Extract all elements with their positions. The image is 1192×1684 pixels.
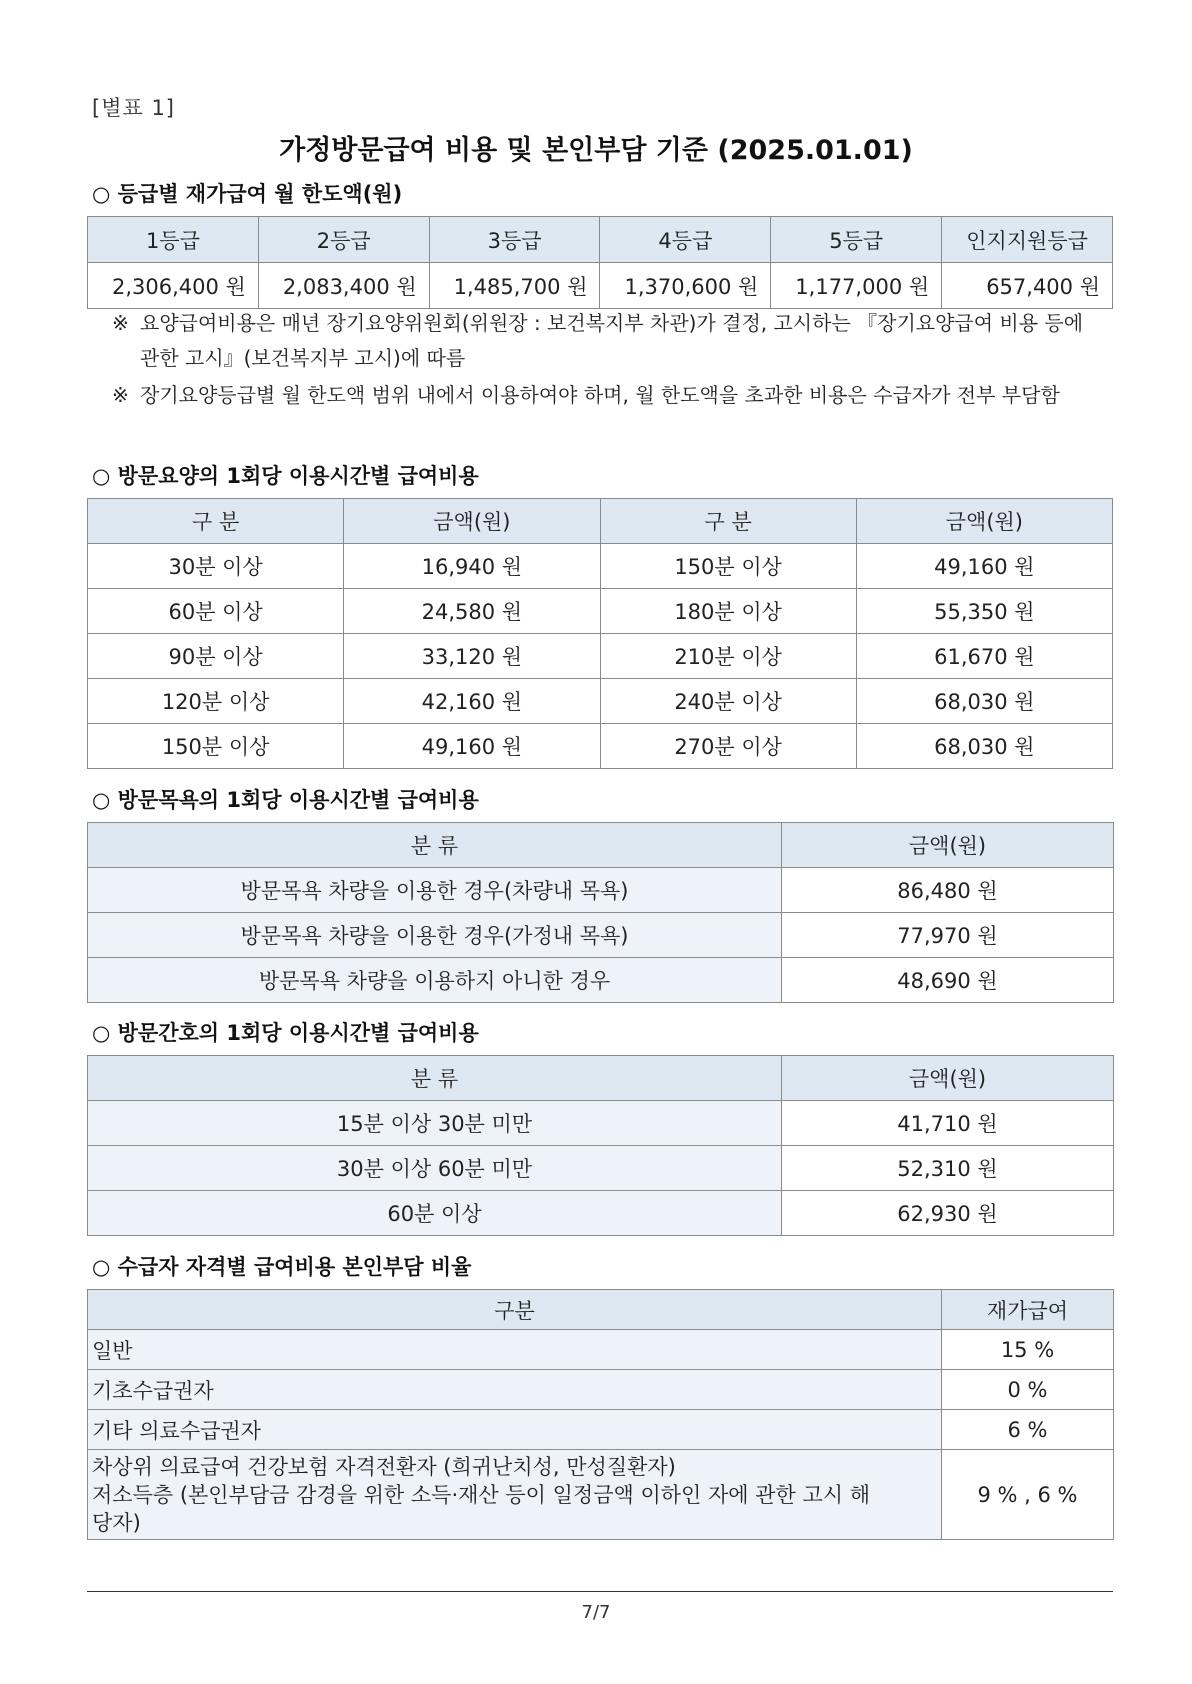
note-text: 장기요양등급별 월 한도액 범위 내에서 이용하여야 하며, 월 한도액을 초과한 비용은 수급자가 전부 부담함 <box>140 383 1060 407</box>
table-cell: 180분 이상 <box>600 589 856 634</box>
table-cell: 150분 이상 <box>600 544 856 589</box>
nursing-table <box>87 1055 1114 1236</box>
table-cell: 15 % <box>942 1330 1114 1370</box>
table-cell: 1,177,000 원 <box>771 263 942 309</box>
table-row <box>88 634 1113 679</box>
footer-divider <box>87 1591 1113 1592</box>
table-row <box>88 544 1113 589</box>
table-row <box>88 1370 1114 1410</box>
table-cell: 일반 <box>88 1330 942 1370</box>
table-cell: 9 % , 6 % <box>942 1450 1114 1540</box>
reference-mark: ※ <box>112 311 129 335</box>
note-text: 요양급여비용은 매년 장기요양위원회(위원장 : 보건복지부 차관)가 결정, 고시하는 『장기요양급여 비용 등에 관한 고시』(보건복지부 고시)에 따름 <box>140 311 1084 370</box>
section-heading-bathing: ○ 방문목욕의 1회당 이용시간별 급여비용 <box>92 788 479 812</box>
page-title: 가정방문급여 비용 및 본인부담 기준 (2025.01.01) <box>279 135 913 166</box>
table-cell: 210분 이상 <box>600 634 856 679</box>
table-header-row <box>88 1290 1114 1330</box>
table-cell: 41,710 원 <box>782 1101 1114 1146</box>
table-cell: 기타 의료수급권자 <box>88 1410 942 1450</box>
table-cell: 90분 이상 <box>88 634 344 679</box>
table-cell: 52,310 원 <box>782 1146 1114 1191</box>
table-cell: 기초수급권자 <box>88 1370 942 1410</box>
page-number: 7/7 <box>581 1602 611 1623</box>
note-2 <box>112 378 1102 413</box>
table-cell: 6 % <box>942 1410 1114 1450</box>
table-header-row <box>88 823 1114 868</box>
section-heading-home-care: ○ 방문요양의 1회당 이용시간별 급여비용 <box>92 464 479 488</box>
table-cell: 270분 이상 <box>600 724 856 769</box>
table-cell: 68,030 원 <box>856 679 1112 724</box>
table-row <box>88 958 1114 1003</box>
section-heading-copay: ○ 수급자 자격별 급여비용 본인부담 비율 <box>92 1255 472 1279</box>
appendix-label: [별표 1] <box>92 96 175 120</box>
table-header-cell: 분 류 <box>88 823 782 868</box>
table-cell: 2,306,400 원 <box>88 263 259 309</box>
table-cell: 1,485,700 원 <box>429 263 600 309</box>
copay-table <box>87 1289 1114 1540</box>
table-row <box>88 1191 1114 1236</box>
home-care-table <box>87 498 1113 769</box>
table-cell: 77,970 원 <box>782 913 1114 958</box>
table-cell: 48,690 원 <box>782 958 1114 1003</box>
table-cell: 33,120 원 <box>344 634 600 679</box>
table-cell: 1,370,600 원 <box>600 263 771 309</box>
monthly-limit-table <box>87 216 1113 309</box>
table-row <box>88 679 1113 724</box>
table-row <box>88 1101 1114 1146</box>
table-header-cell: 금액(원) <box>856 499 1112 544</box>
table-cell: 86,480 원 <box>782 868 1114 913</box>
table-header-row <box>88 217 1113 263</box>
table-row <box>88 263 1113 309</box>
table-cell: 30분 이상 60분 미만 <box>88 1146 782 1191</box>
table-header-cell: 5등급 <box>771 217 942 263</box>
table-header-cell: 금액(원) <box>782 823 1114 868</box>
note-1 <box>112 306 1102 376</box>
bathing-table <box>87 822 1114 1003</box>
table-row <box>88 1330 1114 1370</box>
cell-line: 차상위 의료급여 건강보험 자격전환자 (희귀난치성, 만성질환자) <box>92 1454 676 1479</box>
table-header-cell: 금액(원) <box>344 499 600 544</box>
table-row <box>88 868 1114 913</box>
table-header-row <box>88 499 1113 544</box>
table-cell: 150분 이상 <box>88 724 344 769</box>
table-cell: 24,580 원 <box>344 589 600 634</box>
table-cell: 120분 이상 <box>88 679 344 724</box>
table-header-cell: 구 분 <box>600 499 856 544</box>
table-header-cell: 분 류 <box>88 1056 782 1101</box>
table-header-row <box>88 1056 1114 1101</box>
table-cell: 61,670 원 <box>856 634 1112 679</box>
table-cell: 60분 이상 <box>88 1191 782 1236</box>
table-header-cell: 1등급 <box>88 217 259 263</box>
table-row <box>88 1450 1114 1540</box>
table-row <box>88 1410 1114 1450</box>
table-cell: 657,400 원 <box>942 263 1113 309</box>
table-cell: 240분 이상 <box>600 679 856 724</box>
table-header-cell: 구분 <box>88 1290 942 1330</box>
table-cell: 15분 이상 30분 미만 <box>88 1101 782 1146</box>
table-cell: 16,940 원 <box>344 544 600 589</box>
table-row <box>88 1146 1114 1191</box>
table-cell: 방문목욕 차량을 이용한 경우(차량내 목욕) <box>88 868 782 913</box>
table-cell: 방문목욕 차량을 이용한 경우(가정내 목욕) <box>88 913 782 958</box>
table-cell: 49,160 원 <box>344 724 600 769</box>
reference-mark: ※ <box>112 383 129 407</box>
table-cell: 60분 이상 <box>88 589 344 634</box>
table-header-cell: 4등급 <box>600 217 771 263</box>
table-row <box>88 724 1113 769</box>
table-header-cell: 3등급 <box>429 217 600 263</box>
table-header-cell: 2등급 <box>258 217 429 263</box>
table-cell: 0 % <box>942 1370 1114 1410</box>
table-cell: 68,030 원 <box>856 724 1112 769</box>
table-cell: 방문목욕 차량을 이용하지 아니한 경우 <box>88 958 782 1003</box>
cell-line: 저소득층 (본인부담금 감경을 위한 소득·재산 등이 일정금액 이하인 자에 관한 고시 해당자) <box>92 1482 871 1535</box>
table-header-cell: 인지지원등급 <box>942 217 1113 263</box>
table-row <box>88 913 1114 958</box>
table-header-cell: 금액(원) <box>782 1056 1114 1101</box>
table-cell: 2,083,400 원 <box>258 263 429 309</box>
table-cell: 49,160 원 <box>856 544 1112 589</box>
section-heading-monthly-limit: ○ 등급별 재가급여 월 한도액(원) <box>92 182 403 206</box>
table-cell <box>88 1450 942 1540</box>
table-cell: 30분 이상 <box>88 544 344 589</box>
table-header-cell: 구 분 <box>88 499 344 544</box>
table-row <box>88 589 1113 634</box>
section-heading-nursing: ○ 방문간호의 1회당 이용시간별 급여비용 <box>92 1021 479 1045</box>
table-cell: 62,930 원 <box>782 1191 1114 1236</box>
table-cell: 42,160 원 <box>344 679 600 724</box>
table-cell: 55,350 원 <box>856 589 1112 634</box>
table-header-cell: 재가급여 <box>942 1290 1114 1330</box>
